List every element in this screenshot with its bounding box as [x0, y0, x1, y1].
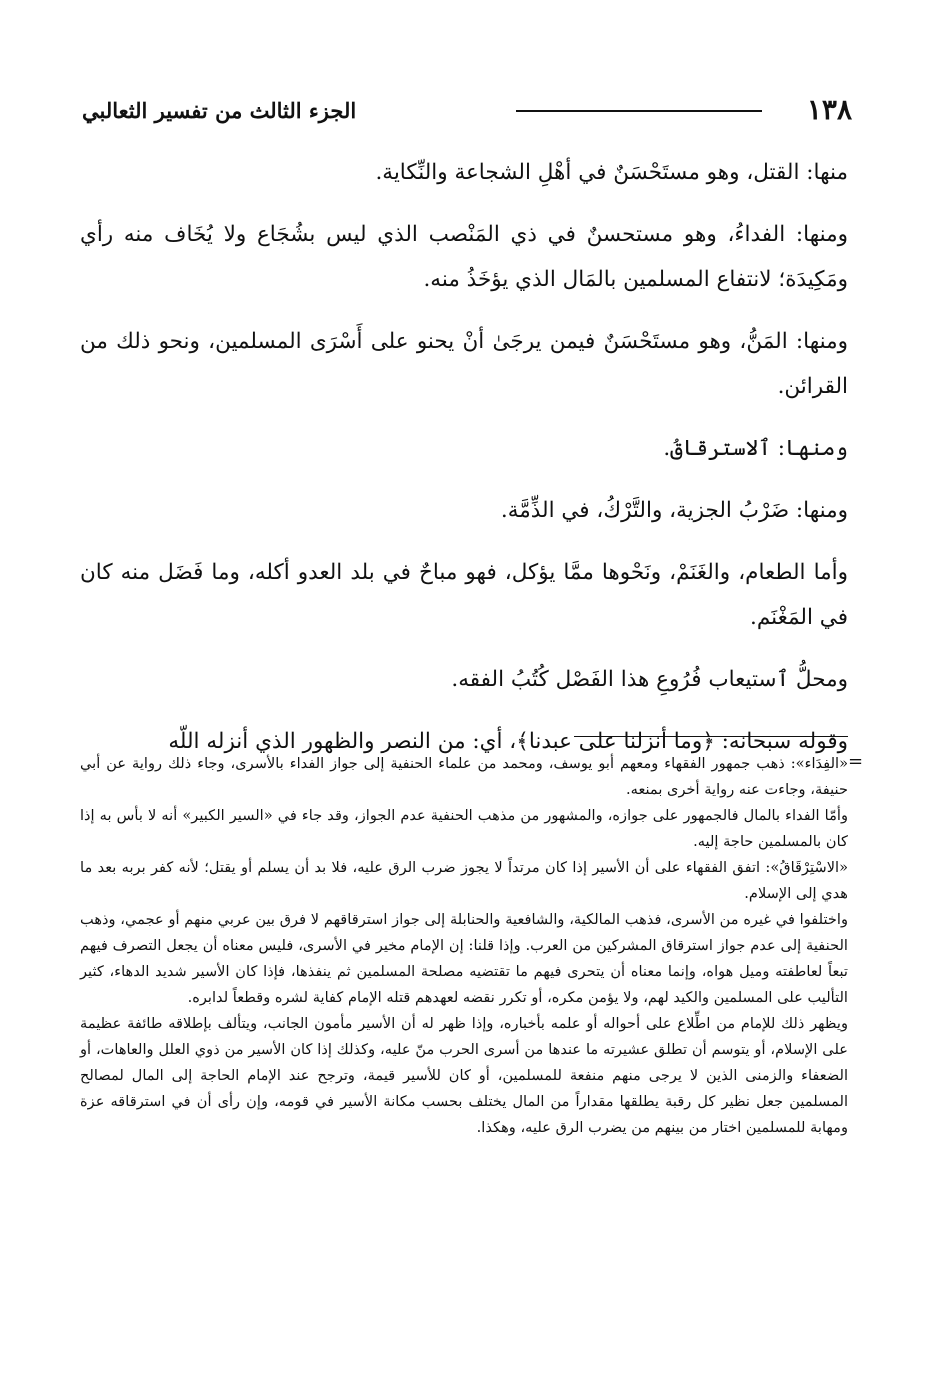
footnotes	[80, 751, 848, 1141]
page-header	[82, 92, 852, 132]
header-rule	[516, 110, 762, 112]
main-text	[80, 150, 848, 781]
main-paragraph: منها: القتل، وهو مستَحْسَنٌ في أهْلِ الشجاعة والنِّكاية.	[375, 160, 848, 185]
main-paragraph: ومنها: المَنُّ، وهو مستَحْسَنٌ فيمن يرجَىٰ أنْ يحنو على أَسْرَى المسلمين، ونحو ذلك من القرائن.	[80, 329, 848, 399]
footnote-paragraph: وأمّا الفداء بالمال فالجمهور على جوازه، والمشهور من مذهب الحنفية عدم الجواز، وقد جاء في «السير الكبير» أنه لا بأس به إذا كان بالمسلمين حاجة إليه.	[80, 807, 848, 850]
main-paragraph: ومنها: ضَرْبُ الجزية، والتَّرْكُ، في الذِّمَّة.	[500, 498, 848, 523]
main-paragraph: ومحلُّ ٱستيعاب فُرُوعِ هذا الفَصْل كُتُبُ الفقه.	[451, 667, 848, 692]
footnote-paragraph: واختلفوا في غيره من الأسرى، فذهب المالكية، والشافعية والحنابلة إلى جواز استرقاقهم لا فرق بين عربي منهم أو عجمي، وذهب الحنفية إلى عدم جواز استرقاق المشركين من العرب. وإذا قلنا: إن الإمام مخير في الأسرى، فليس معناه أن يجعل التصرف فيهم تبعاً لعاطفته وميل هواه، وإنما معناه أن يتحرى فيهم ما تقتضيه مصلحة المسلمين ثم ينفذها، فإذا كان الأسير شديد الدهاء، كثير التأليب على المسلمين والكيد لهم، ولا يؤمن مكره، أو تكرر نقضه لعهدهم قتله الإمام كفاية لشره وقطعاً لدابره.	[80, 911, 848, 1006]
footnote-continuation-marker: =	[848, 751, 864, 772]
running-title: الجزء الثالث من تفسير الثعالبي	[82, 98, 357, 123]
footnote-divider	[574, 736, 848, 737]
footnote-paragraph: «الاسْتِرْقَاقُ»: اتفق الفقهاء على أن الأسير إذا كان مرتداً لا يجوز ضرب الرق عليه، فلا بد أن يسلم أو يقتل؛ لأنه كفر بربه بعد ما هدي إلى الإسلام.	[80, 859, 848, 902]
footnote-paragraph: ويظهر ذلك للإمام من اطِّلاع على أحواله أو علمه بأخباره، وإذا ظهر له أن الأسير مأمون الجانب، ويتألف بإطلاقه طائفة عظيمة على الإسلام، أو يتوسم أن تطلق عشيرته ما عندها من أسرى الحرب منّ عليه، وكذلك إذا كان الأسير من ذوي العلل والعاهات، أو الضعفاء والزمنى الذين لا يرجى منهم منفعة للمسلمين، أو كان للأسير قيمة، وترجح عند الإمام الحاجة إلى المال لمصالح المسلمين جعل نظير كل رقبة يطلقها مقداراً من المال يختلف بحسب مكانة الأسير في قومه، وإن رأى أن في استرقاقه عزة ومهابة للمسلمين اختار من بينهم من يضرب الرق عليه، وهكذا.	[80, 1015, 848, 1136]
main-paragraph: وقوله سبحانه: ﴿وما أنزلنا على عبدنا﴾، أي: من النصر والظهور الذي أنزله اللّه	[168, 729, 848, 754]
page-number: ١٣٨	[806, 93, 852, 126]
main-paragraph: ومنها: ٱلاسترقاقُ.	[663, 436, 848, 461]
main-paragraph: وأما الطعام، والغَنَمْ، ونَحْوها ممَّا يؤكل، فهو مباحٌ في بلد العدو أكله، وما فَضَل منه كان في المَغْنَم.	[80, 560, 848, 630]
footnote-paragraph: «الفِدَاء»: ذهب جمهور الفقهاء ومعهم أبو يوسف، ومحمد من علماء الحنفية إلى جواز الفداء بالأسرى، وجاء ذلك رواية عن أبي حنيفة، وجاءت عنه رواية أخرى بمنعه.	[80, 755, 848, 798]
main-paragraph: ومنها: الفداءُ، وهو مستحسنٌ في ذي المَنْصب الذي ليس بشُجَاع ولا يُخَاف منه رأي ومَكِيدَة؛ لانتفاع المسلمين بالمَال الذي يؤخَذُ منه.	[80, 222, 848, 292]
